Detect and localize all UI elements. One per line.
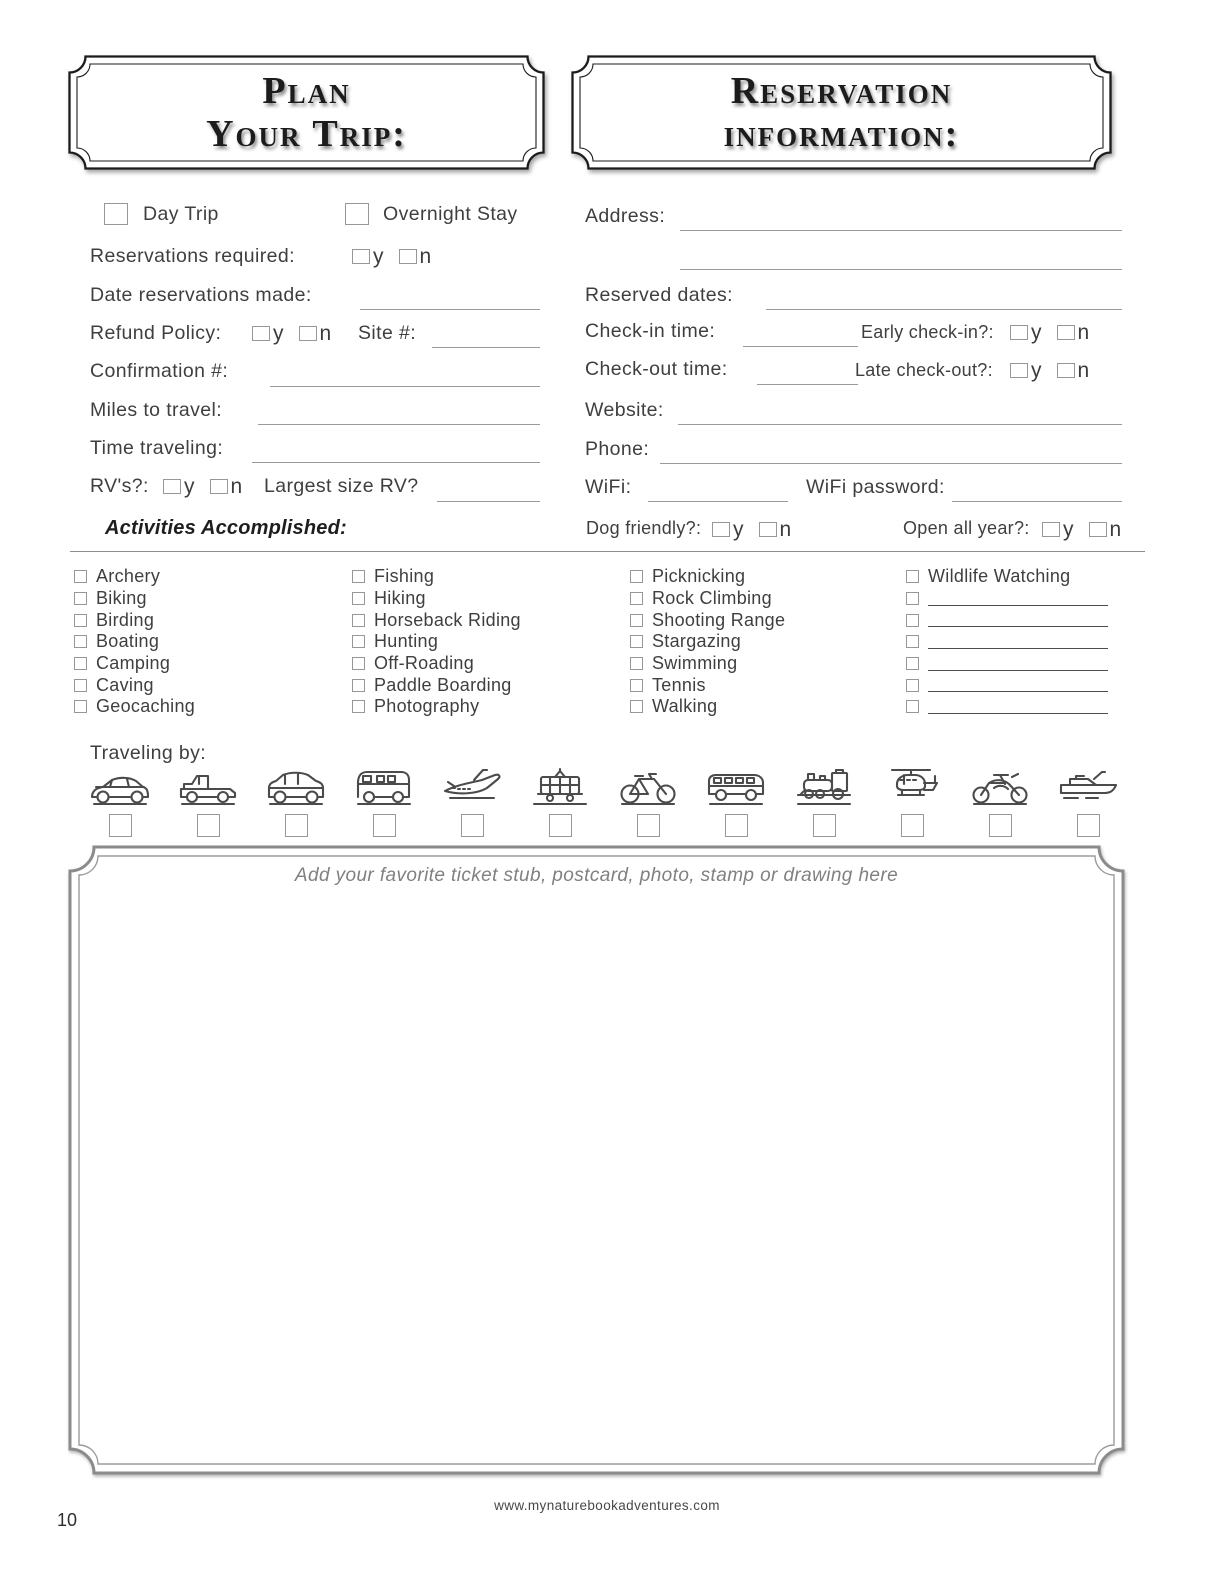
train-checkbox[interactable]	[813, 814, 836, 837]
airplane-checkbox[interactable]	[461, 814, 484, 837]
custom-activity-checkbox[interactable]	[906, 700, 919, 713]
plan-header-title	[68, 55, 545, 170]
bicycle-checkbox[interactable]	[637, 814, 660, 837]
tram-checkbox[interactable]	[549, 814, 572, 837]
activity-item	[74, 674, 195, 696]
address-line-2[interactable]	[680, 269, 1122, 270]
check-out-time-label: Check-out time:	[585, 358, 728, 380]
plan-header-line2: Your Trip:	[206, 112, 407, 155]
early-check-in-yn	[1010, 322, 1089, 343]
refund-policy-yes-checkbox[interactable]	[252, 326, 270, 341]
check-in-time-line[interactable]	[743, 346, 858, 347]
vehicle-train	[780, 764, 868, 837]
open-all-year-yn	[1042, 519, 1121, 540]
scrapbook-box	[68, 845, 1125, 1475]
custom-activity-checkbox[interactable]	[906, 657, 919, 670]
activities-column-2	[352, 566, 521, 718]
vehicle-helicopter	[868, 764, 956, 837]
suv-checkbox[interactable]	[285, 814, 308, 837]
birding-checkbox[interactable]	[74, 614, 87, 627]
early-check-in-yes-checkbox[interactable]	[1010, 325, 1028, 340]
address-label: Address:	[585, 205, 666, 227]
reservation-header-line1: Reservation	[730, 69, 953, 112]
scrapbook-area[interactable]	[90, 865, 1103, 1455]
vehicle-pickup-truck	[164, 764, 252, 837]
activity-item	[630, 609, 785, 631]
off-roading-checkbox[interactable]	[352, 657, 365, 670]
dog-friendly-no-label: n	[779, 518, 792, 541]
activity-label: Fishing	[374, 566, 435, 587]
activity-item	[352, 631, 521, 653]
custom-activity-checkbox[interactable]	[906, 592, 919, 605]
rvs-no-checkbox[interactable]	[210, 479, 228, 494]
late-check-out-yn	[1010, 360, 1089, 381]
tram-icon	[528, 764, 592, 808]
reservations-required-yn	[352, 246, 431, 267]
site-number-line[interactable]	[432, 347, 540, 348]
activity-label: Picknicking	[652, 566, 746, 587]
suv-icon	[264, 764, 328, 808]
dog-friendly-yes-label: y	[733, 518, 744, 541]
walking-checkbox[interactable]	[630, 700, 643, 713]
activity-label: Hunting	[374, 631, 439, 652]
wifi-line[interactable]	[648, 501, 788, 502]
custom-activity-line[interactable]	[928, 635, 1108, 649]
miles-to-travel-line[interactable]	[258, 424, 540, 425]
plan-your-trip-header	[68, 55, 545, 170]
day-trip-label: Day Trip	[143, 203, 219, 225]
website-line[interactable]	[678, 424, 1122, 425]
scrapbook-note: Add your favorite ticket stub, postcard, photo, stamp or drawing here	[294, 865, 899, 886]
late-check-out-no-label: n	[1077, 359, 1090, 382]
check-in-time-label: Check-in time:	[585, 320, 716, 342]
reservations-required-yes-label: y	[373, 245, 384, 268]
activity-label: Photography	[374, 696, 480, 717]
largest-rv-line[interactable]	[437, 501, 540, 502]
custom-activity-line[interactable]	[928, 700, 1108, 714]
vehicle-suv	[252, 764, 340, 837]
activity-label: Paddle Boarding	[374, 674, 512, 695]
early-check-in-no-checkbox[interactable]	[1057, 325, 1075, 340]
overnight-stay-checkbox[interactable]	[345, 203, 369, 225]
activities-column-1	[74, 566, 195, 718]
activity-label: Horseback Riding	[374, 609, 521, 630]
rvs-yn	[163, 476, 242, 497]
activity-label: Archery	[96, 566, 161, 587]
activity-label: Stargazing	[652, 631, 742, 652]
activity-label: Wildlife Watching	[928, 566, 1071, 587]
vehicle-car	[76, 764, 164, 837]
activity-item	[630, 653, 785, 675]
reservation-header-line2: information:	[723, 112, 960, 155]
school-bus-checkbox[interactable]	[725, 814, 748, 837]
activity-item	[906, 674, 1108, 696]
open-all-year-yes-label: y	[1063, 518, 1074, 541]
custom-activity-line[interactable]	[928, 613, 1108, 627]
open-all-year-no-label: n	[1109, 518, 1122, 541]
late-check-out-yes-label: y	[1031, 359, 1042, 382]
wifi-label: WiFi:	[585, 476, 632, 498]
activity-item	[74, 609, 195, 631]
activity-label: Boating	[96, 631, 160, 652]
refund-policy-yes-label: y	[273, 322, 284, 345]
reservation-header-title	[571, 55, 1112, 170]
motorcycle-checkbox[interactable]	[989, 814, 1012, 837]
activity-label: Walking	[652, 696, 718, 717]
stargazing-checkbox[interactable]	[630, 635, 643, 648]
date-reservations-made-line[interactable]	[360, 309, 540, 310]
rvs-yes-checkbox[interactable]	[163, 479, 181, 494]
activity-item	[74, 631, 195, 653]
custom-activity-line[interactable]	[928, 592, 1108, 606]
hunting-checkbox[interactable]	[352, 635, 365, 648]
refund-policy-no-checkbox[interactable]	[299, 326, 317, 341]
early-check-in-no-label: n	[1077, 321, 1090, 344]
archery-checkbox[interactable]	[74, 570, 87, 583]
site-number-label: Site #:	[358, 322, 417, 344]
activity-label: Swimming	[652, 653, 738, 674]
swimming-checkbox[interactable]	[630, 657, 643, 670]
activity-item	[352, 674, 521, 696]
refund-policy-no-label: n	[319, 322, 332, 345]
tennis-checkbox[interactable]	[630, 679, 643, 692]
activity-label: Geocaching	[96, 696, 196, 717]
school-bus-icon	[704, 764, 768, 808]
pickup-truck-checkbox[interactable]	[197, 814, 220, 837]
van-icon	[352, 764, 416, 808]
open-all-year-no-checkbox[interactable]	[1089, 522, 1107, 537]
footer-url: www.mynaturebookadventures.com	[494, 1498, 720, 1513]
late-check-out-yes-checkbox[interactable]	[1010, 363, 1028, 378]
open-all-year-label: Open all year?:	[903, 518, 1030, 538]
vehicle-school-bus	[692, 764, 780, 837]
reservations-required-no-label: n	[419, 245, 432, 268]
horseback-riding-checkbox[interactable]	[352, 614, 365, 627]
train-icon	[792, 764, 856, 808]
caving-checkbox[interactable]	[74, 679, 87, 692]
refund-policy-yn	[252, 323, 331, 344]
activity-label: Tennis	[652, 674, 706, 695]
website-label: Website:	[585, 399, 664, 421]
pickup-truck-icon	[176, 764, 240, 808]
activity-label: Caving	[96, 674, 154, 695]
helicopter-icon	[880, 764, 944, 808]
helicopter-checkbox[interactable]	[901, 814, 924, 837]
bicycle-icon	[616, 764, 680, 808]
custom-activity-checkbox[interactable]	[906, 614, 919, 627]
dog-friendly-yn	[712, 519, 791, 540]
vehicles-row	[76, 764, 1132, 837]
activities-column-4	[906, 566, 1108, 718]
activity-item	[352, 609, 521, 631]
activity-item	[352, 653, 521, 675]
activity-item	[906, 566, 1108, 588]
activity-item	[74, 653, 195, 675]
paddle-boarding-checkbox[interactable]	[352, 679, 365, 692]
activity-label: Shooting Range	[652, 609, 786, 630]
activity-item	[74, 696, 195, 718]
activity-label: Birding	[96, 609, 155, 630]
activity-item	[630, 674, 785, 696]
biking-checkbox[interactable]	[74, 592, 87, 605]
early-check-in-yes-label: y	[1031, 321, 1042, 344]
activity-label: Off-Roading	[374, 653, 475, 674]
activity-item	[74, 566, 195, 588]
time-traveling-line[interactable]	[252, 462, 540, 463]
activity-item	[352, 566, 521, 588]
miles-to-travel-label: Miles to travel:	[90, 399, 223, 421]
dog-friendly-no-checkbox[interactable]	[759, 522, 777, 537]
activities-column-3	[630, 566, 785, 718]
motorcycle-icon	[968, 764, 1032, 808]
reservations-required-no-checkbox[interactable]	[399, 249, 417, 264]
dog-friendly-label: Dog friendly?:	[586, 518, 702, 538]
open-all-year-yes-checkbox[interactable]	[1042, 522, 1060, 537]
rvs-yes-label: y	[184, 475, 195, 498]
rvs-label: RV's?:	[90, 475, 149, 497]
vehicle-tram	[516, 764, 604, 837]
wifi-password-line[interactable]	[952, 501, 1122, 502]
address-line-1[interactable]	[680, 230, 1122, 231]
activity-item	[906, 609, 1108, 631]
reservation-information-header	[571, 55, 1112, 170]
vehicle-airplane	[428, 764, 516, 837]
page-number: 10	[57, 1510, 78, 1530]
largest-rv-label: Largest size RV?	[264, 475, 419, 497]
activity-item	[352, 696, 521, 718]
early-check-in-label: Early check-in?:	[861, 322, 994, 342]
vehicle-bicycle	[604, 764, 692, 837]
reservations-required-label: Reservations required:	[90, 245, 295, 267]
section-divider	[70, 551, 1145, 552]
activity-item	[906, 588, 1108, 610]
airplane-icon	[440, 764, 504, 808]
reserved-dates-line[interactable]	[766, 309, 1122, 310]
custom-activity-checkbox[interactable]	[906, 635, 919, 648]
fishing-checkbox[interactable]	[352, 570, 365, 583]
time-traveling-label: Time traveling:	[90, 437, 224, 459]
boat-checkbox[interactable]	[1077, 814, 1100, 837]
activity-item	[74, 588, 195, 610]
geocaching-checkbox[interactable]	[74, 700, 87, 713]
rock-climbing-checkbox[interactable]	[630, 592, 643, 605]
car-checkbox[interactable]	[109, 814, 132, 837]
activity-item	[630, 696, 785, 718]
refund-policy-label: Refund Policy:	[90, 322, 222, 344]
activity-label: Biking	[96, 588, 147, 609]
check-out-time-line[interactable]	[757, 384, 858, 385]
reservations-required-yes-checkbox[interactable]	[352, 249, 370, 264]
vehicle-van	[340, 764, 428, 837]
phone-line[interactable]	[660, 463, 1122, 464]
activity-label: Hiking	[374, 588, 426, 609]
activity-item	[630, 631, 785, 653]
shooting-range-checkbox[interactable]	[630, 614, 643, 627]
van-checkbox[interactable]	[373, 814, 396, 837]
wildlife-watching-checkbox[interactable]	[906, 570, 919, 583]
rvs-no-label: n	[230, 475, 243, 498]
wifi-password-label: WiFi password:	[806, 476, 945, 498]
activity-label: Rock Climbing	[652, 588, 772, 609]
phone-label: Phone:	[585, 438, 650, 460]
activity-item	[352, 588, 521, 610]
photography-checkbox[interactable]	[352, 700, 365, 713]
boat-icon	[1056, 764, 1120, 808]
custom-activity-line[interactable]	[928, 657, 1108, 671]
custom-activity-checkbox[interactable]	[906, 679, 919, 692]
traveling-by-label: Traveling by:	[90, 742, 207, 764]
plan-header-line1: Plan	[262, 69, 351, 112]
activity-label: Camping	[96, 653, 171, 674]
confirmation-number-line[interactable]	[270, 386, 540, 387]
vehicle-motorcycle	[956, 764, 1044, 837]
car-icon	[88, 764, 152, 808]
activity-item	[630, 588, 785, 610]
day-trip-checkbox[interactable]	[104, 203, 128, 225]
boating-checkbox[interactable]	[74, 635, 87, 648]
vehicle-boat	[1044, 764, 1132, 837]
date-reservations-made-label: Date reservations made:	[90, 284, 312, 306]
activity-item	[906, 653, 1108, 675]
dog-friendly-yes-checkbox[interactable]	[712, 522, 730, 537]
picknicking-checkbox[interactable]	[630, 570, 643, 583]
hiking-checkbox[interactable]	[352, 592, 365, 605]
overnight-stay-label: Overnight Stay	[383, 203, 518, 225]
activity-item	[630, 566, 785, 588]
activities-accomplished-heading: Activities Accomplished:	[105, 517, 347, 539]
camping-checkbox[interactable]	[74, 657, 87, 670]
late-check-out-label: Late check-out?:	[855, 360, 993, 380]
confirmation-number-label: Confirmation #:	[90, 360, 229, 382]
reserved-dates-label: Reserved dates:	[585, 284, 733, 306]
activity-item	[906, 696, 1108, 718]
custom-activity-line[interactable]	[928, 678, 1108, 692]
late-check-out-no-checkbox[interactable]	[1057, 363, 1075, 378]
activity-item	[906, 631, 1108, 653]
